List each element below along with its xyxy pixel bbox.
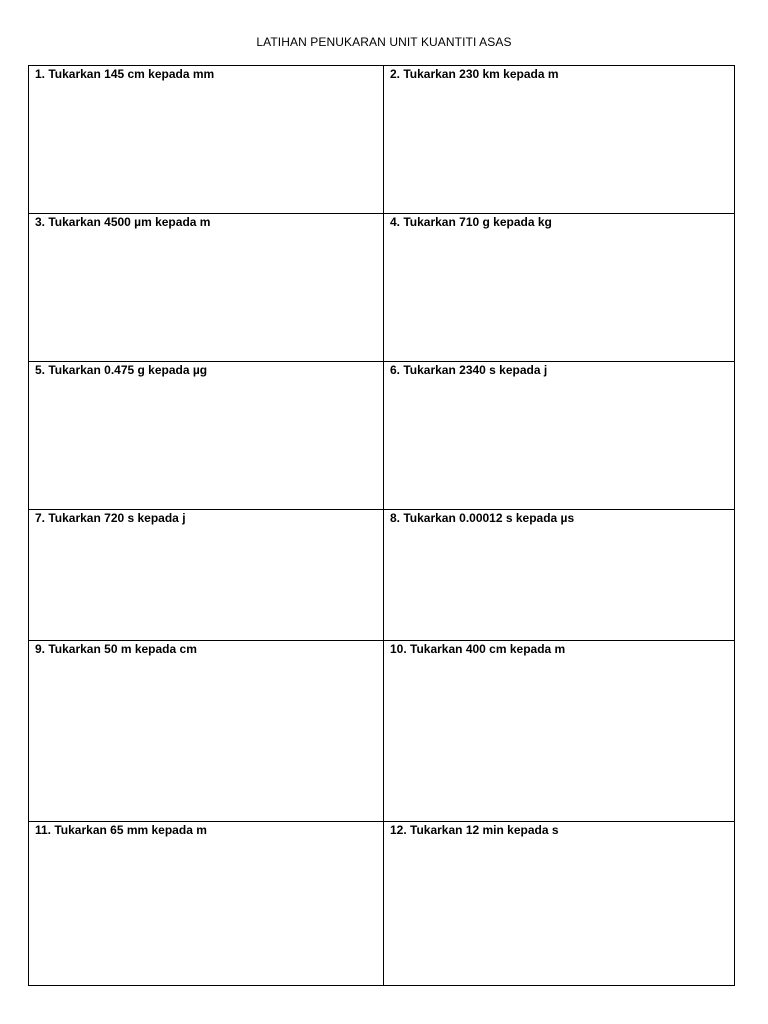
table-row: [29, 510, 735, 641]
question-cell-5: 5. Tukarkan 0.475 g kepada µg: [29, 362, 384, 510]
page-title: LATIHAN PENUKARAN UNIT KUANTITI ASAS: [256, 35, 512, 49]
question-cell-1: 1. Tukarkan 145 cm kepada mm: [29, 66, 384, 214]
question-cell-10: 10. Tukarkan 400 cm kepada m: [384, 641, 735, 822]
question-cell-4: 4. Tukarkan 710 g kepada kg: [384, 214, 735, 362]
table-row: [29, 641, 735, 822]
question-cell-11: 11. Tukarkan 65 mm kepada m: [29, 822, 384, 986]
question-cell-9: 9. Tukarkan 50 m kepada cm: [29, 641, 384, 822]
question-cell-3: 3. Tukarkan 4500 µm kepada m: [29, 214, 384, 362]
table-row: [29, 214, 735, 362]
question-cell-6: 6. Tukarkan 2340 s kepada j: [384, 362, 735, 510]
table-row: [29, 66, 735, 214]
question-cell-7: 7. Tukarkan 720 s kepada j: [29, 510, 384, 641]
question-cell-12: 12. Tukarkan 12 min kepada s: [384, 822, 735, 986]
question-cell-2: 2. Tukarkan 230 km kepada m: [384, 66, 735, 214]
question-cell-8: 8. Tukarkan 0.00012 s kepada µs: [384, 510, 735, 641]
table-row: [29, 822, 735, 986]
worksheet-table: [28, 65, 735, 986]
table-row: [29, 362, 735, 510]
